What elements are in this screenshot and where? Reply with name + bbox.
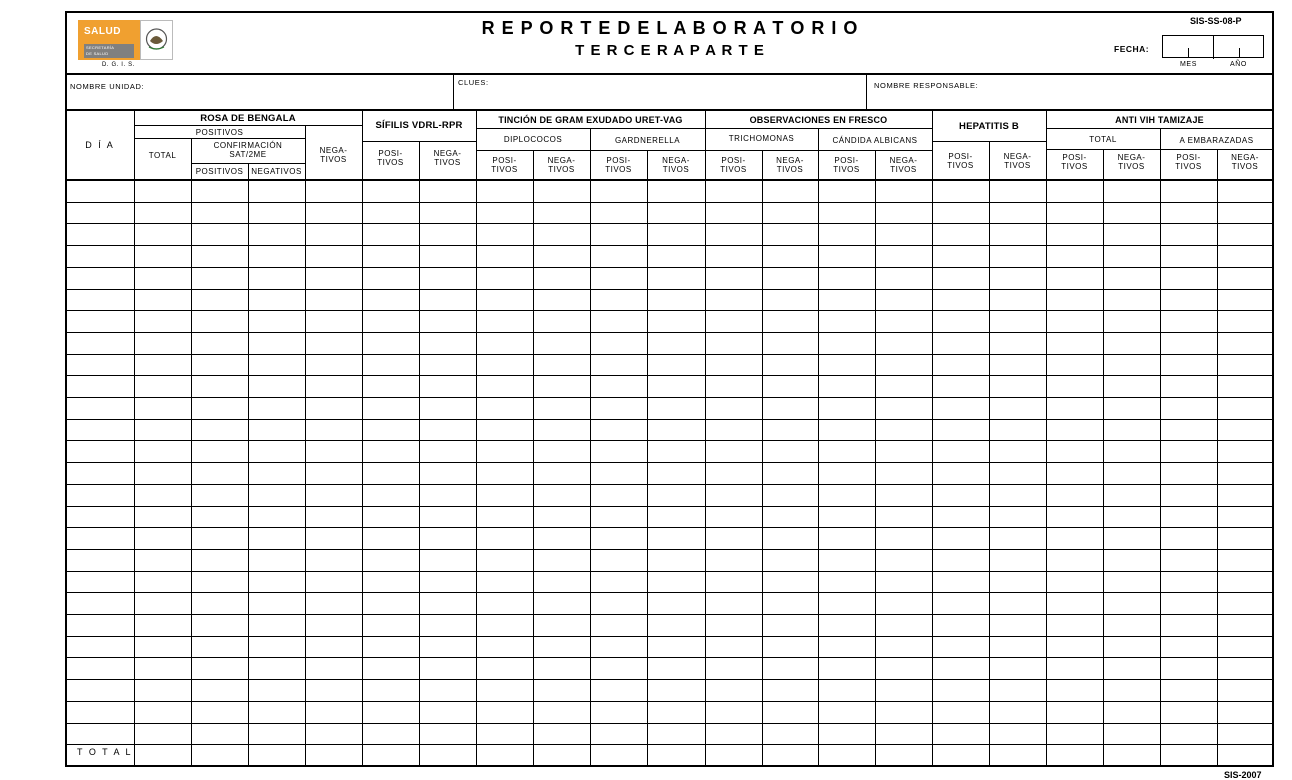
hepatitis-pos-header: POSI- TIVOS [947, 152, 974, 170]
footer-code: SIS-2007 [1224, 770, 1262, 780]
trichomonas-neg-header: NEGA- TIVOS [776, 156, 804, 174]
fecha-label: FECHA: [1114, 44, 1150, 54]
clues-label: CLUES: [458, 78, 489, 87]
candida-header: CÁNDIDA ALBICANS [832, 136, 918, 145]
salud-logo [78, 20, 173, 60]
diplococos-neg-header: NEGA- TIVOS [547, 156, 576, 174]
total-row-label: T O T A L [77, 747, 133, 757]
diplococos-header: DIPLOCOCOS [503, 135, 563, 144]
logo-dept: D. G. I. S. [102, 62, 135, 68]
table-row-line [66, 245, 1273, 246]
table-row-line [66, 571, 1273, 572]
page-title: R E P O R T E D E L A B O R A T O R I O [481, 18, 859, 38]
table-row-line [66, 267, 1273, 268]
antivih-total-neg-header: NEGA- TIVOS [1117, 153, 1146, 171]
anio-label: AÑO [1230, 61, 1247, 68]
table-row-line [66, 657, 1273, 658]
antivih-emb-neg-header: NEGA- TIVOS [1231, 153, 1259, 171]
table-row-line [66, 744, 1273, 745]
table-row-line [66, 592, 1273, 593]
diplococos-pos-header: POSI- TIVOS [491, 156, 518, 174]
rosa-confirmacion-header: CONFIRMACIÓN SAT/2ME [213, 141, 283, 159]
mes-label: MES [1180, 61, 1197, 68]
table-row-line [66, 679, 1273, 680]
coat-of-arms-icon [140, 20, 173, 60]
antivih-total-pos-header: POSI- TIVOS [1061, 153, 1088, 171]
table-row-line [66, 332, 1273, 333]
table-row-line [66, 723, 1273, 724]
antivih-embarazadas-header: A EMBARAZADAS [1179, 136, 1254, 145]
logo-line2: DE SALUD [86, 51, 109, 56]
table-row-line [66, 636, 1273, 637]
table-row-line [66, 701, 1273, 702]
table-row-line [66, 484, 1273, 485]
table-row-line [66, 289, 1273, 290]
clues-field[interactable] [495, 76, 863, 106]
trichomonas-header: TRICHOMONAS [728, 134, 795, 143]
nombre-unidad-label: NOMBRE UNIDAD: [70, 82, 145, 91]
hepatitis-neg-header: NEGA- TIVOS [1003, 152, 1032, 170]
dia-header: D Í A [85, 140, 115, 150]
rosa-positivos-header: POSITIVOS [195, 128, 244, 137]
table-row-line [66, 549, 1273, 550]
table-row-line [66, 462, 1273, 463]
rosa-conf-pos-header: POSITIVOS [195, 167, 244, 176]
table-row-line [66, 614, 1273, 615]
page-subtitle: T E R C E R A P A R T E [575, 42, 765, 59]
form-code: SIS-SS-08-P [1190, 16, 1242, 26]
antivih-header: ANTI VIH TAMIZAJE [1115, 115, 1204, 125]
candida-neg-header: NEGA- TIVOS [889, 156, 918, 174]
table-row-line [66, 223, 1273, 224]
gardnerella-header: GARDNERELLA [614, 136, 681, 145]
nombre-responsable-label: NOMBRE RESPONSABLE: [874, 81, 979, 90]
table-row-line [66, 527, 1273, 528]
rosa-conf-neg-header: NEGATIVOS [251, 167, 302, 176]
table-row-line [66, 506, 1273, 507]
rosa-total-header: TOTAL [148, 151, 177, 160]
table-row-line [66, 419, 1273, 420]
table-row-line [66, 202, 1273, 203]
table-row-line [66, 397, 1273, 398]
candida-pos-header: POSI- TIVOS [833, 156, 860, 174]
gardnerella-pos-header: POSI- TIVOS [605, 156, 632, 174]
logo-line1: SECRETARÍA [86, 45, 115, 50]
nombre-responsable-field[interactable] [995, 76, 1270, 106]
trichomonas-pos-header: POSI- TIVOS [720, 156, 747, 174]
nombre-unidad-field[interactable] [160, 76, 450, 106]
fecha-input[interactable] [1162, 35, 1264, 58]
sifilis-header: SÍFILIS VDRL-RPR [375, 120, 463, 131]
rosa-header: ROSA DE BENGALA [200, 113, 296, 124]
logo-brand: SALUD [84, 26, 121, 37]
table-row-line [66, 310, 1273, 311]
table-row-line [66, 440, 1273, 441]
table-row-line [66, 354, 1273, 355]
rosa-negativos-header: NEGA- TIVOS [319, 146, 348, 164]
sifilis-pos-header: POSI- TIVOS [377, 149, 404, 167]
antivih-total-header: TOTAL [1089, 135, 1117, 144]
tincion-header: TINCIÓN DE GRAM EXUDADO URET-VAG [498, 115, 683, 125]
antivih-emb-pos-header: POSI- TIVOS [1175, 153, 1202, 171]
table-row-line [66, 375, 1273, 376]
hepatitis-header: HEPATITIS B [959, 121, 1019, 132]
gardnerella-neg-header: NEGA- TIVOS [662, 156, 690, 174]
sifilis-neg-header: NEGA- TIVOS [433, 149, 462, 167]
observaciones-header: OBSERVACIONES EN FRESCO [749, 115, 888, 125]
